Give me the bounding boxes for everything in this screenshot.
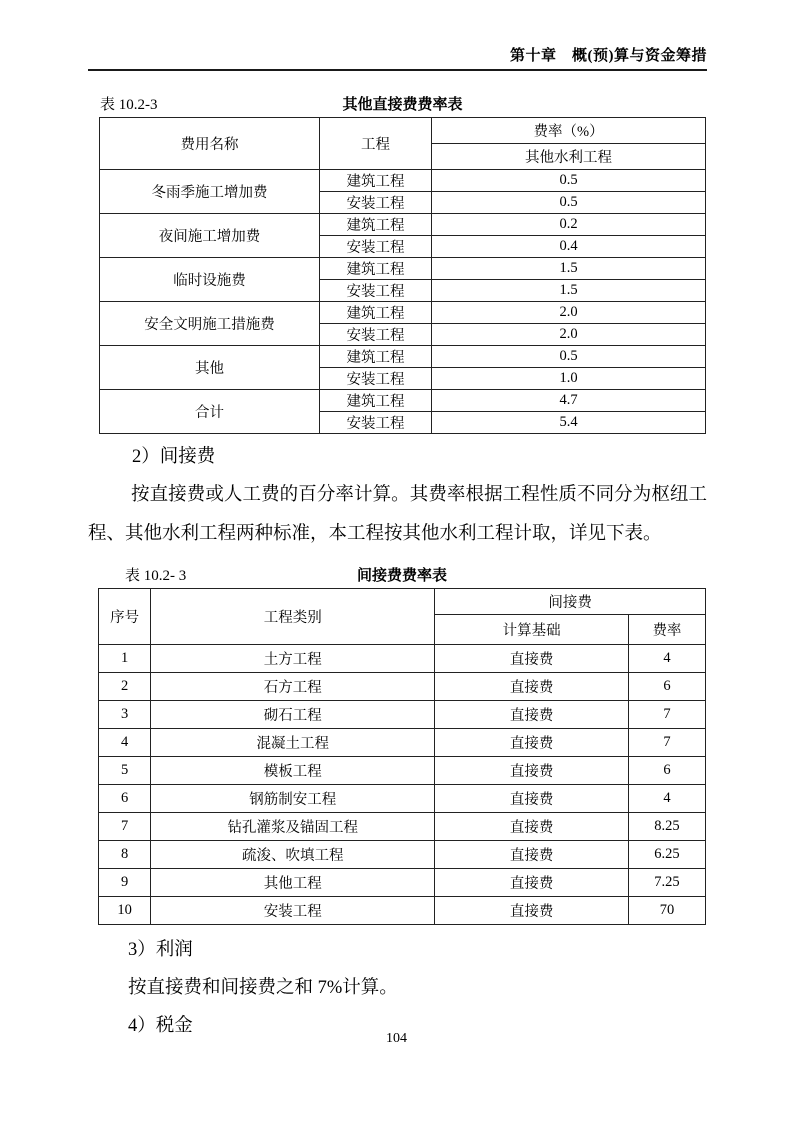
category-cell: 土方工程 — [151, 645, 435, 673]
other-direct-cost-rate-table — [99, 117, 706, 434]
category-cell: 混凝土工程 — [151, 729, 435, 757]
table1-caption-title: 其他直接费费率表 — [342, 97, 463, 113]
project-cell: 安装工程 — [319, 280, 431, 302]
indirect-cost-paragraph: 按直接费或人工费的百分率计算。其费率根据工程性质不同分为枢纽工程、其他水利工程两种标准，本工程按其他水利工程计取，详见下表。 — [88, 485, 707, 544]
rate-cell: 4.7 — [432, 390, 706, 412]
seq-cell: 8 — [99, 841, 151, 869]
rate-cell: 8.25 — [628, 813, 705, 841]
page-content — [88, 0, 707, 1038]
base-cell: 直接费 — [435, 841, 629, 869]
fee-name-cell: 夜间施工增加费 — [100, 214, 320, 258]
table-row — [99, 673, 706, 701]
table2-header-category: 工程类别 — [151, 589, 435, 645]
table2-header-rate: 费率 — [628, 615, 705, 645]
rate-cell: 0.2 — [432, 214, 706, 236]
fee-name-cell: 临时设施费 — [100, 258, 320, 302]
fee-name-cell: 冬雨季施工增加费 — [100, 170, 320, 214]
table-row — [99, 813, 706, 841]
table1-caption — [99, 93, 706, 113]
table-row — [99, 841, 706, 869]
rate-cell: 7 — [628, 701, 705, 729]
section-heading-tax: 4）税金 — [128, 1016, 193, 1036]
base-cell: 直接费 — [435, 701, 629, 729]
rate-cell: 1.0 — [432, 368, 706, 390]
table1-caption-label: 表 10.2-3 — [100, 97, 158, 113]
project-cell: 建筑工程 — [319, 258, 431, 280]
rate-cell: 70 — [628, 897, 705, 925]
base-cell: 直接费 — [435, 897, 629, 925]
base-cell: 直接费 — [435, 869, 629, 897]
indirect-cost-rate-table — [98, 588, 706, 925]
rate-cell: 2.0 — [432, 302, 706, 324]
seq-cell: 7 — [99, 813, 151, 841]
rate-cell: 0.5 — [432, 170, 706, 192]
table1-header-row-1 — [100, 118, 706, 144]
table-row — [99, 729, 706, 757]
fee-name-cell: 合计 — [100, 390, 320, 434]
seq-cell: 3 — [99, 701, 151, 729]
section-heading-profit: 3）利润 — [128, 940, 193, 960]
table1-header-fee-name: 费用名称 — [100, 118, 320, 170]
table-row — [100, 170, 706, 192]
project-cell: 安装工程 — [319, 324, 431, 346]
table1-header-rate-sub: 其他水利工程 — [432, 144, 706, 170]
table-row — [100, 258, 706, 280]
category-cell: 钢筋制安工程 — [151, 785, 435, 813]
section-heading-indirect-cost: 2）间接费 — [132, 447, 216, 467]
base-cell: 直接费 — [435, 729, 629, 757]
fee-name-cell: 安全文明施工措施费 — [100, 302, 320, 346]
project-cell: 安装工程 — [319, 368, 431, 390]
seq-cell: 6 — [99, 785, 151, 813]
table2-caption-label: 表 10.2- 3 — [125, 568, 187, 584]
category-cell: 其他工程 — [151, 869, 435, 897]
project-cell: 建筑工程 — [319, 302, 431, 324]
rate-cell: 6.25 — [628, 841, 705, 869]
table-row — [100, 302, 706, 324]
seq-cell: 2 — [99, 673, 151, 701]
seq-cell: 9 — [99, 869, 151, 897]
profit-calculation-text: 按直接费和间接费之和 7%计算。 — [128, 978, 398, 998]
project-cell: 建筑工程 — [319, 390, 431, 412]
rate-cell: 7.25 — [628, 869, 705, 897]
seq-cell: 5 — [99, 757, 151, 785]
rate-cell: 5.4 — [432, 412, 706, 434]
fee-name-cell: 其他 — [100, 346, 320, 390]
seq-cell: 10 — [99, 897, 151, 925]
table1-header-project: 工程 — [319, 118, 431, 170]
table-row — [99, 757, 706, 785]
project-cell: 建筑工程 — [319, 170, 431, 192]
project-cell: 建筑工程 — [319, 214, 431, 236]
table2-header-seq: 序号 — [99, 589, 151, 645]
category-cell: 砌石工程 — [151, 701, 435, 729]
table2-header-base: 计算基础 — [435, 615, 629, 645]
project-cell: 安装工程 — [319, 192, 431, 214]
rate-cell: 1.5 — [432, 258, 706, 280]
running-header-chapter: 第十章 概(预)算与资金筹措 — [510, 48, 707, 64]
category-cell: 钻孔灌浆及锚固工程 — [151, 813, 435, 841]
project-cell: 建筑工程 — [319, 346, 431, 368]
rate-cell: 0.4 — [432, 236, 706, 258]
rate-cell: 6 — [628, 673, 705, 701]
table-row — [99, 701, 706, 729]
header-rule — [88, 69, 707, 71]
rate-cell: 7 — [628, 729, 705, 757]
category-cell: 安装工程 — [151, 897, 435, 925]
base-cell: 直接费 — [435, 785, 629, 813]
seq-cell: 1 — [99, 645, 151, 673]
rate-cell: 6 — [628, 757, 705, 785]
rate-cell: 0.5 — [432, 192, 706, 214]
page-number: 104 — [386, 1031, 407, 1046]
table-row — [100, 390, 706, 412]
rate-cell: 0.5 — [432, 346, 706, 368]
base-cell: 直接费 — [435, 673, 629, 701]
rate-cell: 4 — [628, 645, 705, 673]
category-cell: 疏浚、吹填工程 — [151, 841, 435, 869]
project-cell: 安装工程 — [319, 412, 431, 434]
base-cell: 直接费 — [435, 757, 629, 785]
table2-header-indirect: 间接费 — [435, 589, 706, 615]
table2-header-row-1 — [99, 589, 706, 615]
base-cell: 直接费 — [435, 813, 629, 841]
table-row — [99, 645, 706, 673]
base-cell: 直接费 — [435, 645, 629, 673]
rate-cell: 2.0 — [432, 324, 706, 346]
table-row — [99, 785, 706, 813]
table-row — [99, 897, 706, 925]
rate-cell: 1.5 — [432, 280, 706, 302]
table-row — [100, 214, 706, 236]
seq-cell: 4 — [99, 729, 151, 757]
project-cell: 安装工程 — [319, 236, 431, 258]
table2-caption-title: 间接费费率表 — [356, 568, 447, 584]
table2-caption — [98, 564, 706, 584]
table-row — [100, 346, 706, 368]
table1-header-rate: 费率（%） — [432, 118, 706, 144]
table-row — [99, 869, 706, 897]
category-cell: 石方工程 — [151, 673, 435, 701]
category-cell: 模板工程 — [151, 757, 435, 785]
rate-cell: 4 — [628, 785, 705, 813]
